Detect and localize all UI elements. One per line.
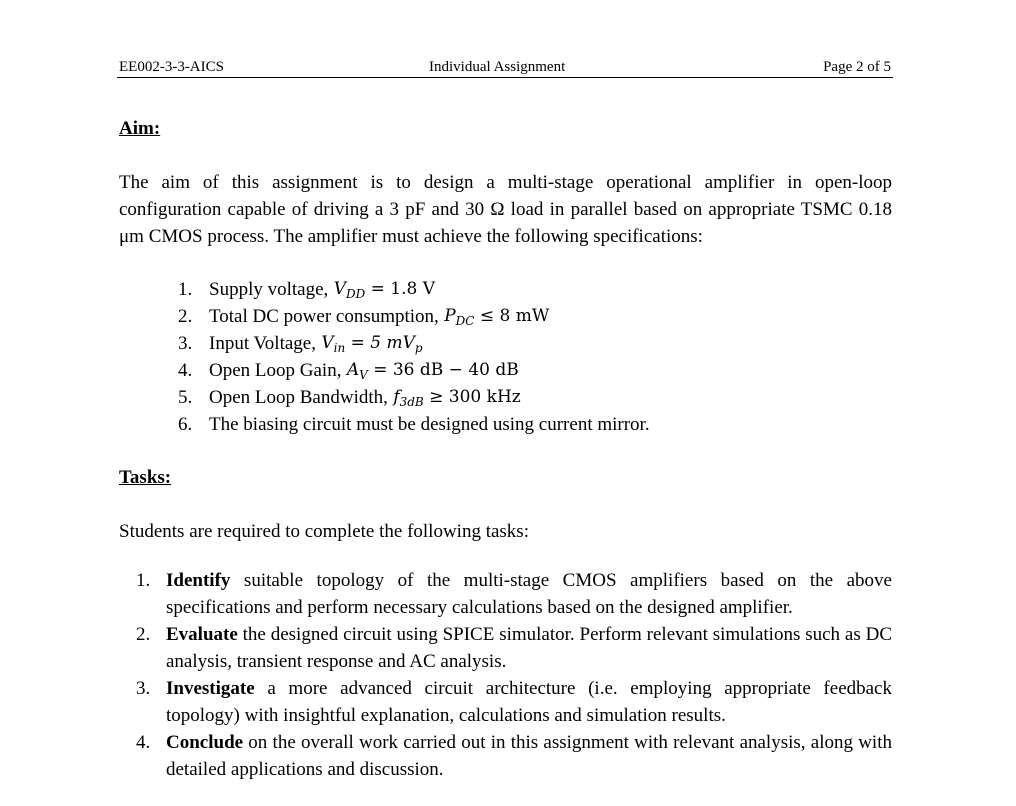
spec-label: Open Loop Bandwidth, [209,387,388,408]
task-item [136,621,892,675]
spec-item [178,330,650,357]
task-list [136,567,892,783]
spec-label: Input Voltage, [209,333,316,354]
spec-value: = 36 dB − 40 dB [367,360,519,380]
task-verb: Evaluate [166,624,238,645]
spec-symbol: f [393,387,400,407]
task-item [136,675,892,729]
task-item [136,567,892,621]
task-description: a more advanced circuit architecture (i.e. employing appropriate feedback topology) with insightful explanation, calculations and simulation results. [166,678,892,726]
spec-math [316,330,423,357]
spec-symbol: V [321,333,334,353]
spec-number: 4. [178,360,193,381]
spec-value: ≥ 300 kHz [423,387,521,407]
spec-item [178,411,650,438]
task-verb: Conclude [166,732,244,753]
spec-symbol: V [333,279,346,299]
task-text [166,621,892,675]
spec-label: The biasing circuit must be designed using current mirror. [209,414,650,435]
task-number: 1. [136,570,151,591]
spec-symbol: A [346,360,360,380]
course-code: EE002-3-3-AICS [119,59,224,75]
aim-heading: Aim: [119,118,161,139]
spec-subscript: in [333,341,346,355]
page-header [117,59,893,78]
spec-subscript: 3dB [399,395,424,409]
spec-label: Supply voltage, [209,279,329,300]
spec-item [178,384,650,411]
spec-symbol: P [444,306,456,326]
spec-value: = 5 mV [345,333,415,353]
task-description: the designed circuit using SPICE simulator. Perform relevant simulations such as DC analysis, transient response and AC analysis. [166,624,892,672]
spec-subscript: p [414,341,423,355]
task-number: 3. [136,678,151,699]
task-description: on the overall work carried out in this assignment with relevant analysis, along with detailed applications and discussion. [166,732,892,780]
spec-subscript: V [359,368,368,382]
task-text [166,729,892,783]
spec-label: Open Loop Gain, [209,360,342,381]
spec-number: 2. [178,306,193,327]
spec-number: 6. [178,414,193,435]
spec-item [178,357,650,384]
spec-math [388,384,521,411]
tasks-intro: Students are required to complete the following tasks: [119,521,529,542]
spec-label: Total DC power consumption, [209,306,439,327]
spec-value: ≤ 8 mW [474,306,550,326]
spec-subscript: DC [455,314,475,328]
spec-number: 5. [178,387,193,408]
specification-list [178,276,650,438]
task-item [136,729,892,783]
aim-paragraph: The aim of this assignment is to design a multi-stage operational amplifier in open-loop configuration capable of driving a 3 pF and 30 Ω load in parallel based on appropriate TSMC 0.18 μm CMOS process. The amplifier must achieve the following specifications: [119,172,892,247]
page-number: Page 2 of 5 [823,59,891,75]
task-verb: Investigate [166,678,255,699]
spec-number: 3. [178,333,193,354]
task-verb: Identify [166,570,231,591]
spec-subscript: DD [345,287,366,301]
spec-math [439,303,550,330]
task-number: 2. [136,624,151,645]
spec-math [328,276,435,303]
task-number: 4. [136,732,151,753]
task-text [166,567,892,621]
spec-value: = 1.8 V [365,279,435,299]
document-title: Individual Assignment [429,59,566,75]
tasks-heading: Tasks: [119,467,172,488]
spec-number: 1. [178,279,193,300]
task-description: suitable topology of the multi-stage CMOS amplifiers based on the above specifications and perform necessary calculations based on the designed amplifier. [166,570,892,618]
spec-item [178,303,650,330]
spec-item [178,276,650,303]
spec-math [341,357,518,384]
task-text [166,675,892,729]
